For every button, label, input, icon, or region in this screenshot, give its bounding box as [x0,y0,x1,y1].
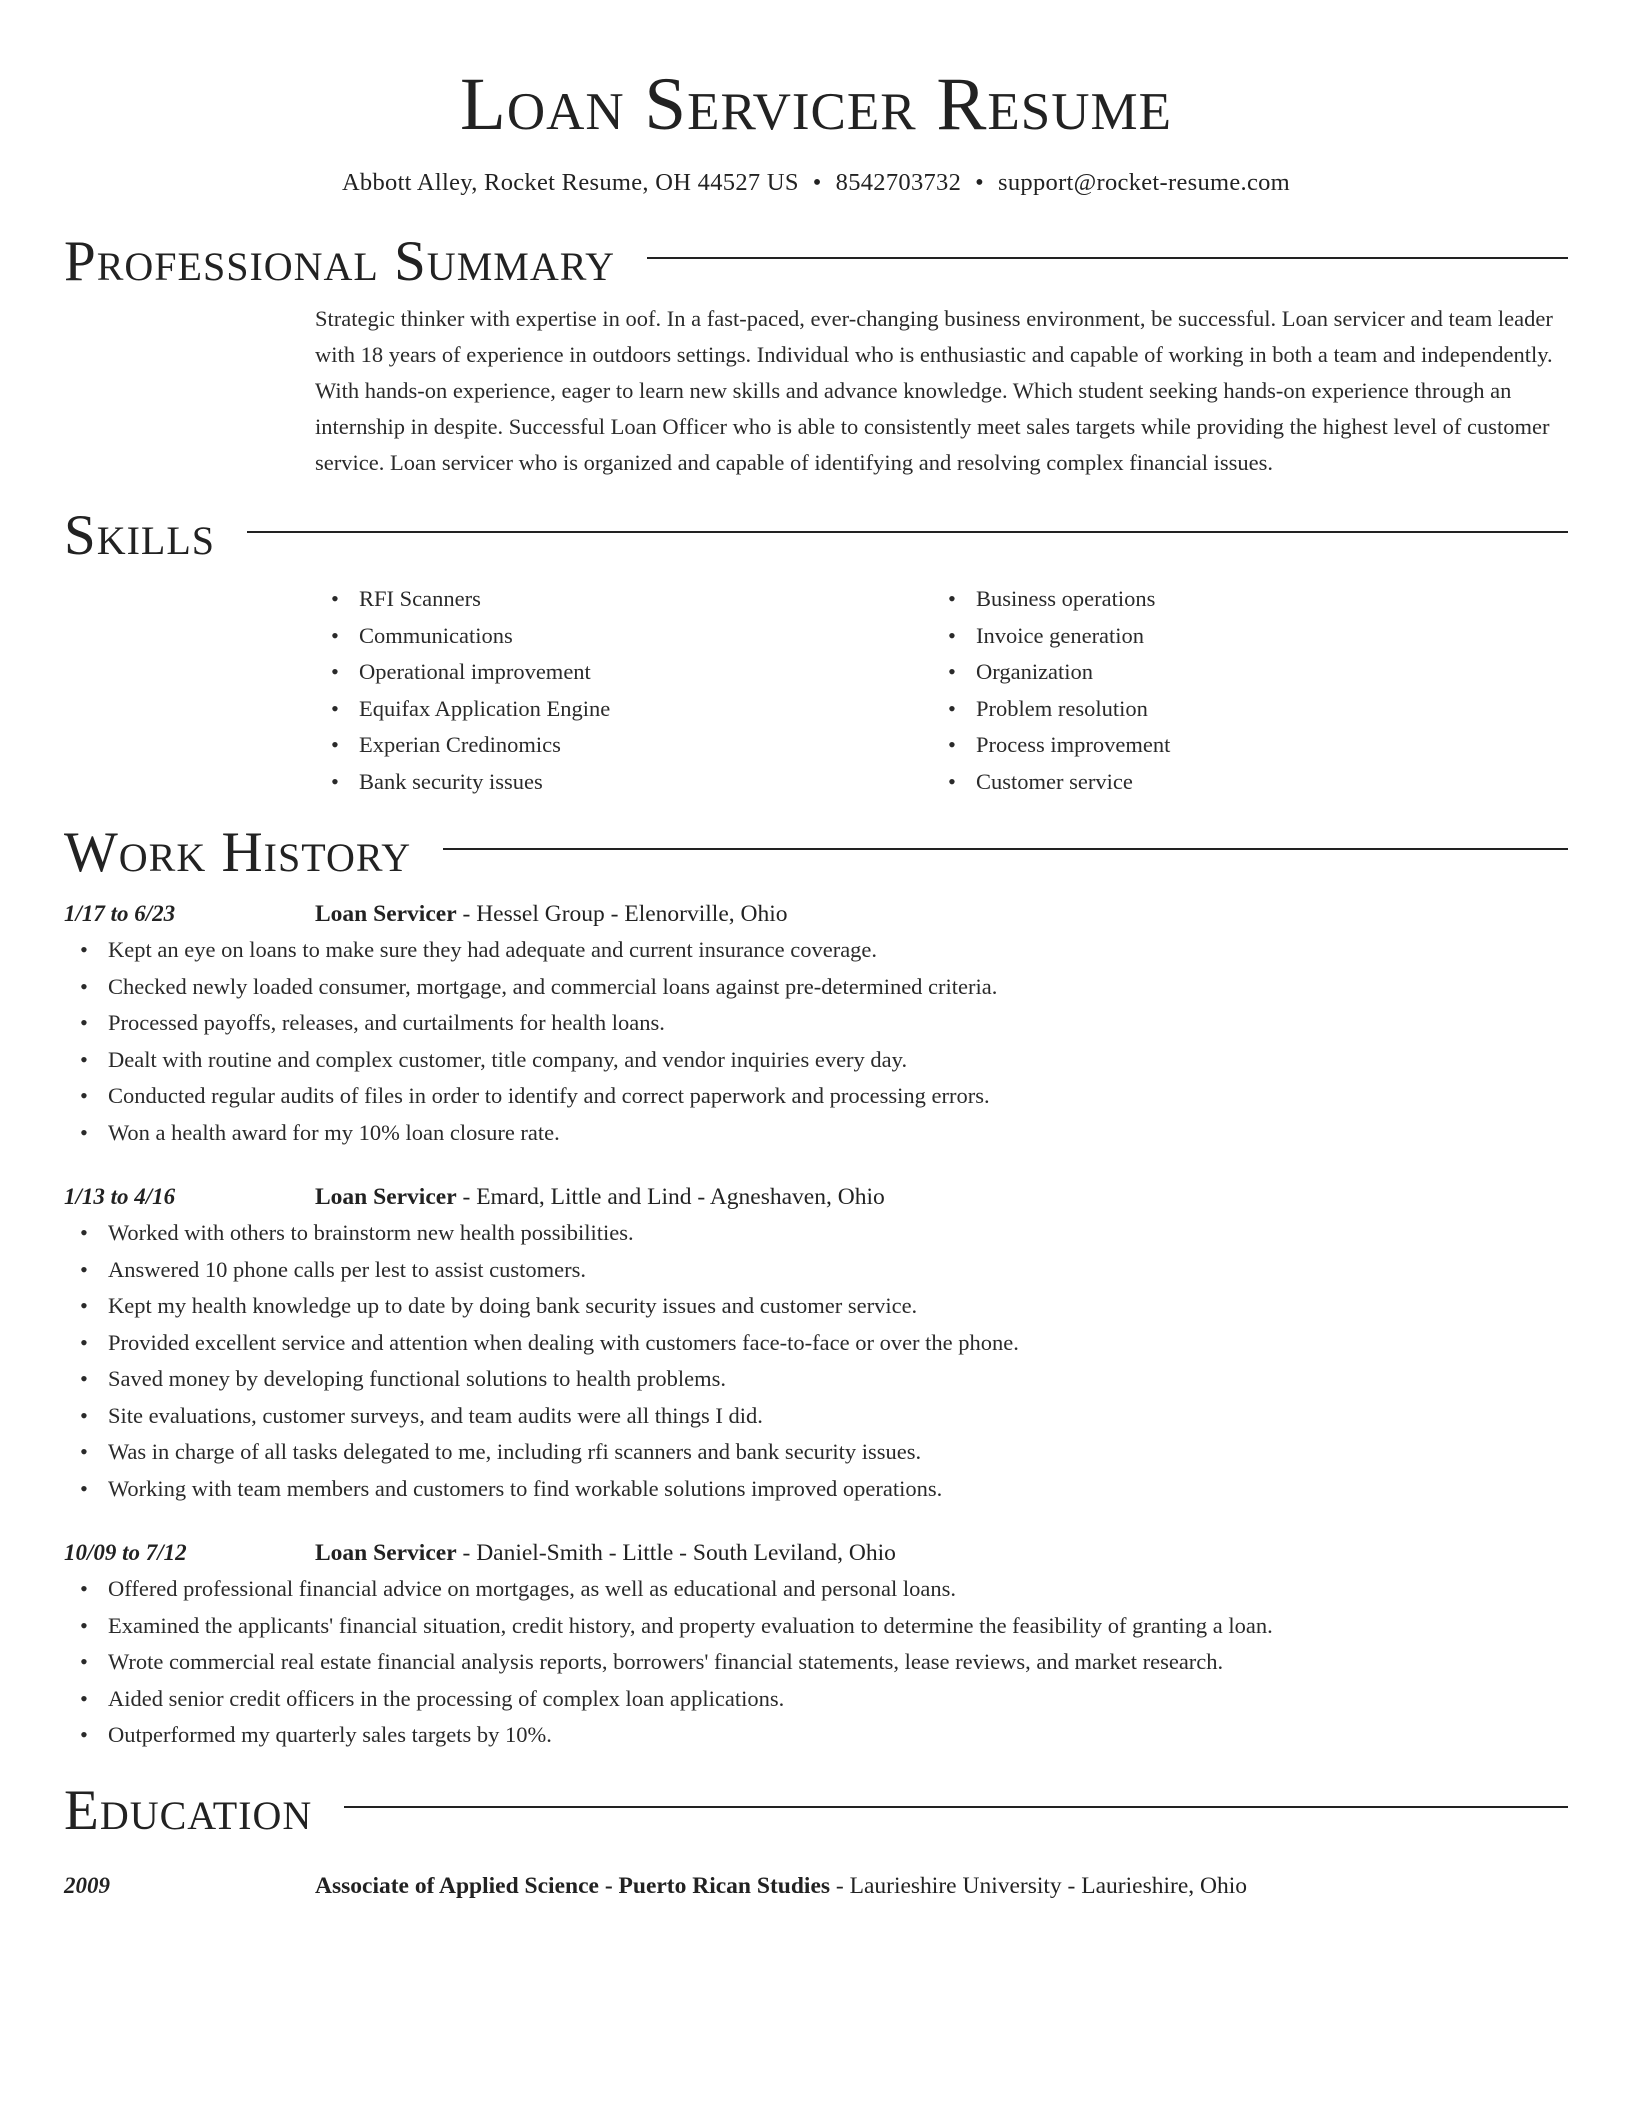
contact-phone: 8542703732 [835,169,962,196]
job-date: 10/09 to 7/12 [64,1540,187,1565]
education-date: 2009 [64,1872,110,1898]
job-duty: • Worked with others to brainstorm new health possibilities. [108,1215,1568,1252]
summary-text: Strategic thinker with expertise in oof. In a fast-paced, ever-changing business environment, be successful. Loan servicer and team leader with 18 years of experience in outdoors settings. Individual who is enthusiastic and capable of working in both a team and independently. With hands-on experience, eager to learn new skills and advance knowledge. Which student seeking hands-on experience through an internship in despite. Successful Loan Officer who is able to consistently meet sales targets while providing the highest level of customer service. Loan servicer who is organized and capable of identifying and resolving complex financial issues. [315,306,1553,475]
job-entry [64,1179,1568,1507]
skill-item: • RFI Scanners [359,581,932,618]
job-details: - Daniel-Smith - Little - South Leviland, Ohio [456,1540,896,1566]
contact-email[interactable]: support@rocket-resume.com [998,169,1291,196]
job-duty: • Answered 10 phone calls per lest to assist customers. [108,1252,1568,1289]
contact-line [64,167,1568,199]
job-heading-line [315,896,788,932]
education-section-header [64,1776,1568,1846]
job-duty: • Won a health award for my 10% loan closure rate. [108,1115,1568,1152]
work-section-header [64,818,1568,888]
job-duty: • Wrote commercial real estate financial analysis reports, borrowers' financial statements, lease reviews, and market research. [108,1644,1568,1681]
skill-item: • Communications [359,618,932,655]
job-duty: • Outperformed my quarterly sales targets by 10%. [108,1717,1568,1754]
skill-item: • Organization [976,654,1549,691]
job-duties [64,1215,1568,1507]
job-date: 1/13 to 4/16 [64,1184,176,1209]
contact-separator: • [812,169,822,196]
job-heading-line [315,1535,896,1571]
job-duty: • Checked newly loaded consumer, mortgage, and commercial loans against pre-determined criteria. [108,969,1568,1006]
section-divider [247,531,1568,533]
resume-title: Loan Servicer Resume [460,63,1172,146]
job-duty: • Conducted regular audits of files in order to identify and correct paperwork and processing errors. [108,1078,1568,1115]
skill-item: • Process improvement [976,727,1549,764]
job-details: - Hessel Group - Elenorville, Ohio [456,901,788,927]
section-divider [647,257,1568,259]
job-duties [64,1571,1568,1754]
skill-item: • Customer service [976,764,1549,801]
summary-section-header [64,227,1568,297]
education-degree: Associate of Applied Science - Puerto Rican Studies [315,1872,831,1899]
skills-list [315,581,1568,800]
job-duty: • Was in charge of all tasks delegated to me, including rfi scanners and bank security issues. [108,1434,1568,1471]
summary-heading: Professional Summary [64,230,616,293]
skill-item: • Operational improvement [359,654,932,691]
education-heading-line [315,1868,1247,1904]
skills-section-header [64,501,1568,571]
job-duty: • Processed payoffs, releases, and curtailments for health loans. [108,1005,1568,1042]
education-header [64,1868,1568,1904]
job-duty: • Working with team members and customers to find workable solutions improved operations. [108,1471,1568,1508]
skills-column-right [932,581,1549,800]
job-title: Loan Servicer [315,901,457,927]
contact-address: Abbott Alley, Rocket Resume, OH 44527 US [341,169,799,196]
section-divider [443,848,1568,850]
job-duty: • Dealt with routine and complex customer, title company, and vendor inquiries every day. [108,1042,1568,1079]
job-heading-line [315,1179,885,1215]
job-header [64,896,1568,932]
job-duty: • Provided excellent service and attention when dealing with customers face-to-face or over the phone. [108,1325,1568,1362]
skill-item: • Business operations [976,581,1549,618]
job-date: 1/17 to 6/23 [64,901,176,926]
job-header [64,1179,1568,1215]
job-title: Loan Servicer [315,1540,457,1566]
job-duty: • Aided senior credit officers in the processing of complex loan applications. [108,1681,1568,1718]
job-entry [64,1535,1568,1754]
education-details: - Laurieshire University - Laurieshire, Ohio [830,1872,1248,1899]
work-heading: Work History [64,821,412,884]
job-duty: • Offered professional financial advice on mortgages, as well as educational and personal loans. [108,1571,1568,1608]
job-duty: • Examined the applicants' financial situation, credit history, and property evaluation to determine the feasibility of granting a loan. [108,1608,1568,1645]
skills-heading: Skills [64,504,216,567]
skills-column-left [315,581,932,800]
job-entry [64,896,1568,1151]
resume-page [64,0,1568,1904]
job-duty: • Site evaluations, customer surveys, and team audits were all things I did. [108,1398,1568,1435]
job-duty: • Kept my health knowledge up to date by doing bank security issues and customer service. [108,1288,1568,1325]
job-duty: • Kept an eye on loans to make sure they had adequate and current insurance coverage. [108,932,1568,969]
skill-item: • Bank security issues [359,764,932,801]
education-entry [64,1868,1568,1904]
skill-item: • Equifax Application Engine [359,691,932,728]
skill-item: • Experian Credinomics [359,727,932,764]
job-header [64,1535,1568,1571]
section-divider [344,1806,1568,1808]
contact-separator: • [975,169,985,196]
skill-item: • Invoice generation [976,618,1549,655]
job-duties [64,932,1568,1151]
job-details: - Emard, Little and Lind - Agneshaven, Ohio [456,1184,885,1210]
job-title: Loan Servicer [315,1184,457,1210]
skill-item: • Problem resolution [976,691,1549,728]
job-duty: • Saved money by developing functional solutions to health problems. [108,1361,1568,1398]
education-heading: Education [64,1778,313,1842]
